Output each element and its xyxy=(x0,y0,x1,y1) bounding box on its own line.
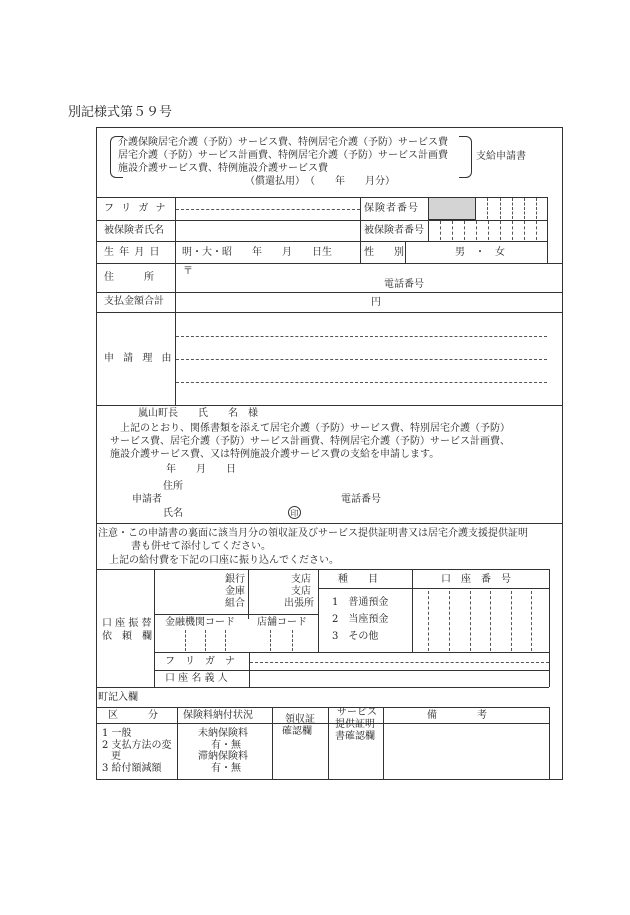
seal-mark: 印 xyxy=(288,506,301,519)
branch-option-office: 出張所 xyxy=(284,598,314,609)
col-receipt-2: 確認欄 xyxy=(282,726,312,737)
transfer-request: 上記の給付費を下記の口座に振り込んでください。 xyxy=(109,555,339,566)
col-remarks: 備 考 xyxy=(427,710,487,721)
insured-name-label: 被保険者氏名 xyxy=(104,225,164,236)
category-benefit-reduction: 3 給付額減額 xyxy=(102,763,162,774)
title-line-1: 介護保険居宅介護（予防）サービス費、特例居宅介護（予防）サービス費 xyxy=(118,137,448,148)
birth-value[interactable]: 明・大・昭 年 月 日生 xyxy=(182,247,332,258)
note-line-2: 書も併せて添付してください。 xyxy=(131,541,271,552)
right-brace xyxy=(459,136,472,178)
birth-label: 生 年 月 日 xyxy=(104,247,161,258)
institution-code-label: 金融機関コード xyxy=(165,617,235,628)
col-premium-status: 保険料納付状況 xyxy=(183,710,253,721)
title-line-3: 施設介護サービス費、特例施設介護サービス費 xyxy=(118,163,328,174)
title-suffix: 支給申請書 xyxy=(476,151,526,162)
declaration-line-2: サービス費、居宅介護（予防）サービス計画費、特例居宅介護（予防）サービス計画費、 xyxy=(110,436,510,447)
applicant-address-label: 住所 xyxy=(163,481,183,492)
account-type-current[interactable]: 2 当座預金 xyxy=(332,614,389,625)
yen-unit: 円 xyxy=(371,297,381,308)
account-number-header: 口 座 番 号 xyxy=(441,574,511,585)
branch-option-1: 支店 xyxy=(291,574,311,585)
branch-option-2: 支店 xyxy=(291,586,311,597)
transfer-label-1: 口 座 振 替 xyxy=(102,618,152,629)
applicant-phone-label: 電話番号 xyxy=(341,494,381,505)
unpaid-premium-value[interactable]: 有・無 xyxy=(211,740,241,751)
gender-label: 性 別 xyxy=(364,247,404,258)
bank-option-shinkin: 金庫 xyxy=(225,586,245,597)
col-service-1: サービス xyxy=(337,707,377,718)
applicant-label: 申請者 xyxy=(132,494,162,505)
reason-label: 申 請 理 由 xyxy=(104,353,175,364)
branch-code-label: 店舗コード xyxy=(257,617,307,628)
col-service-2: 提供証明 xyxy=(335,719,375,730)
town-section-title: 町記入欄 xyxy=(98,692,138,703)
bank-option-kumiai: 組合 xyxy=(225,598,245,609)
transfer-label-2: 依 頼 欄 xyxy=(102,631,152,642)
account-type-ordinary[interactable]: 1 普通預金 xyxy=(332,597,389,608)
arrears-premium-label: 滞納保険料 xyxy=(198,751,248,762)
declaration-line-3: 施設介護サービス費、又は特例施設介護サービス費の支給を申請します。 xyxy=(110,449,440,460)
phone-label: 電話番号 xyxy=(384,279,424,290)
col-service-3: 書確認欄 xyxy=(335,731,375,742)
account-type-other[interactable]: 3 その他 xyxy=(332,631,379,642)
category-general: 1 一般 xyxy=(102,728,132,739)
insurer-number-label: 保険者番号 xyxy=(364,203,419,214)
insurer-number-box[interactable] xyxy=(428,197,476,220)
account-type-header: 種 目 xyxy=(338,574,378,585)
declaration-line-1: 上記のとおり、関係書類を添えて居宅介護（予防）サービス費、特別居宅介護（予防） xyxy=(120,423,510,434)
unpaid-premium-label: 未納保険料 xyxy=(198,728,248,739)
application-date[interactable]: 年 月 日 xyxy=(166,464,236,475)
category-payment-change: 2 支払方法の変 xyxy=(102,740,172,751)
col-category: 区 分 xyxy=(108,710,158,721)
bank-option-bank: 銀行 xyxy=(225,574,245,585)
gender-value[interactable]: 男 ・ 女 xyxy=(455,247,505,258)
title-line-4: （償還払用） （ 年 月分） xyxy=(245,176,395,187)
total-label: 支払金額合計 xyxy=(104,296,164,307)
holder-furigana-label: フ リ ガ ナ xyxy=(165,656,235,667)
category-payment-change-2: 更 xyxy=(111,751,121,762)
insured-number-label: 被保険者番号 xyxy=(364,225,424,236)
arrears-premium-value[interactable]: 有・無 xyxy=(211,763,241,774)
applicant-name-label: 氏名 xyxy=(163,508,183,519)
col-receipt-1: 領収証 xyxy=(285,714,315,725)
title-line-2: 居宅介護（予防）サービス計画費、特例居宅介護（予防）サービス計画費 xyxy=(118,150,448,161)
form-number: 別記様式第５９号 xyxy=(68,105,173,120)
furigana-label: フ リ ガ ナ xyxy=(104,203,168,214)
addressee: 嵐山町長 氏 名 様 xyxy=(138,408,258,419)
account-holder-label: 口 座 名 義 人 xyxy=(165,673,228,684)
postal-mark: 〒 xyxy=(183,266,193,277)
address-label: 住 所 xyxy=(104,272,154,283)
note-line-1: 注意・この申請書の裏面に該当月分の領収証及びサービス提供証明書又は居宅介護支援提供証明 xyxy=(98,528,528,539)
